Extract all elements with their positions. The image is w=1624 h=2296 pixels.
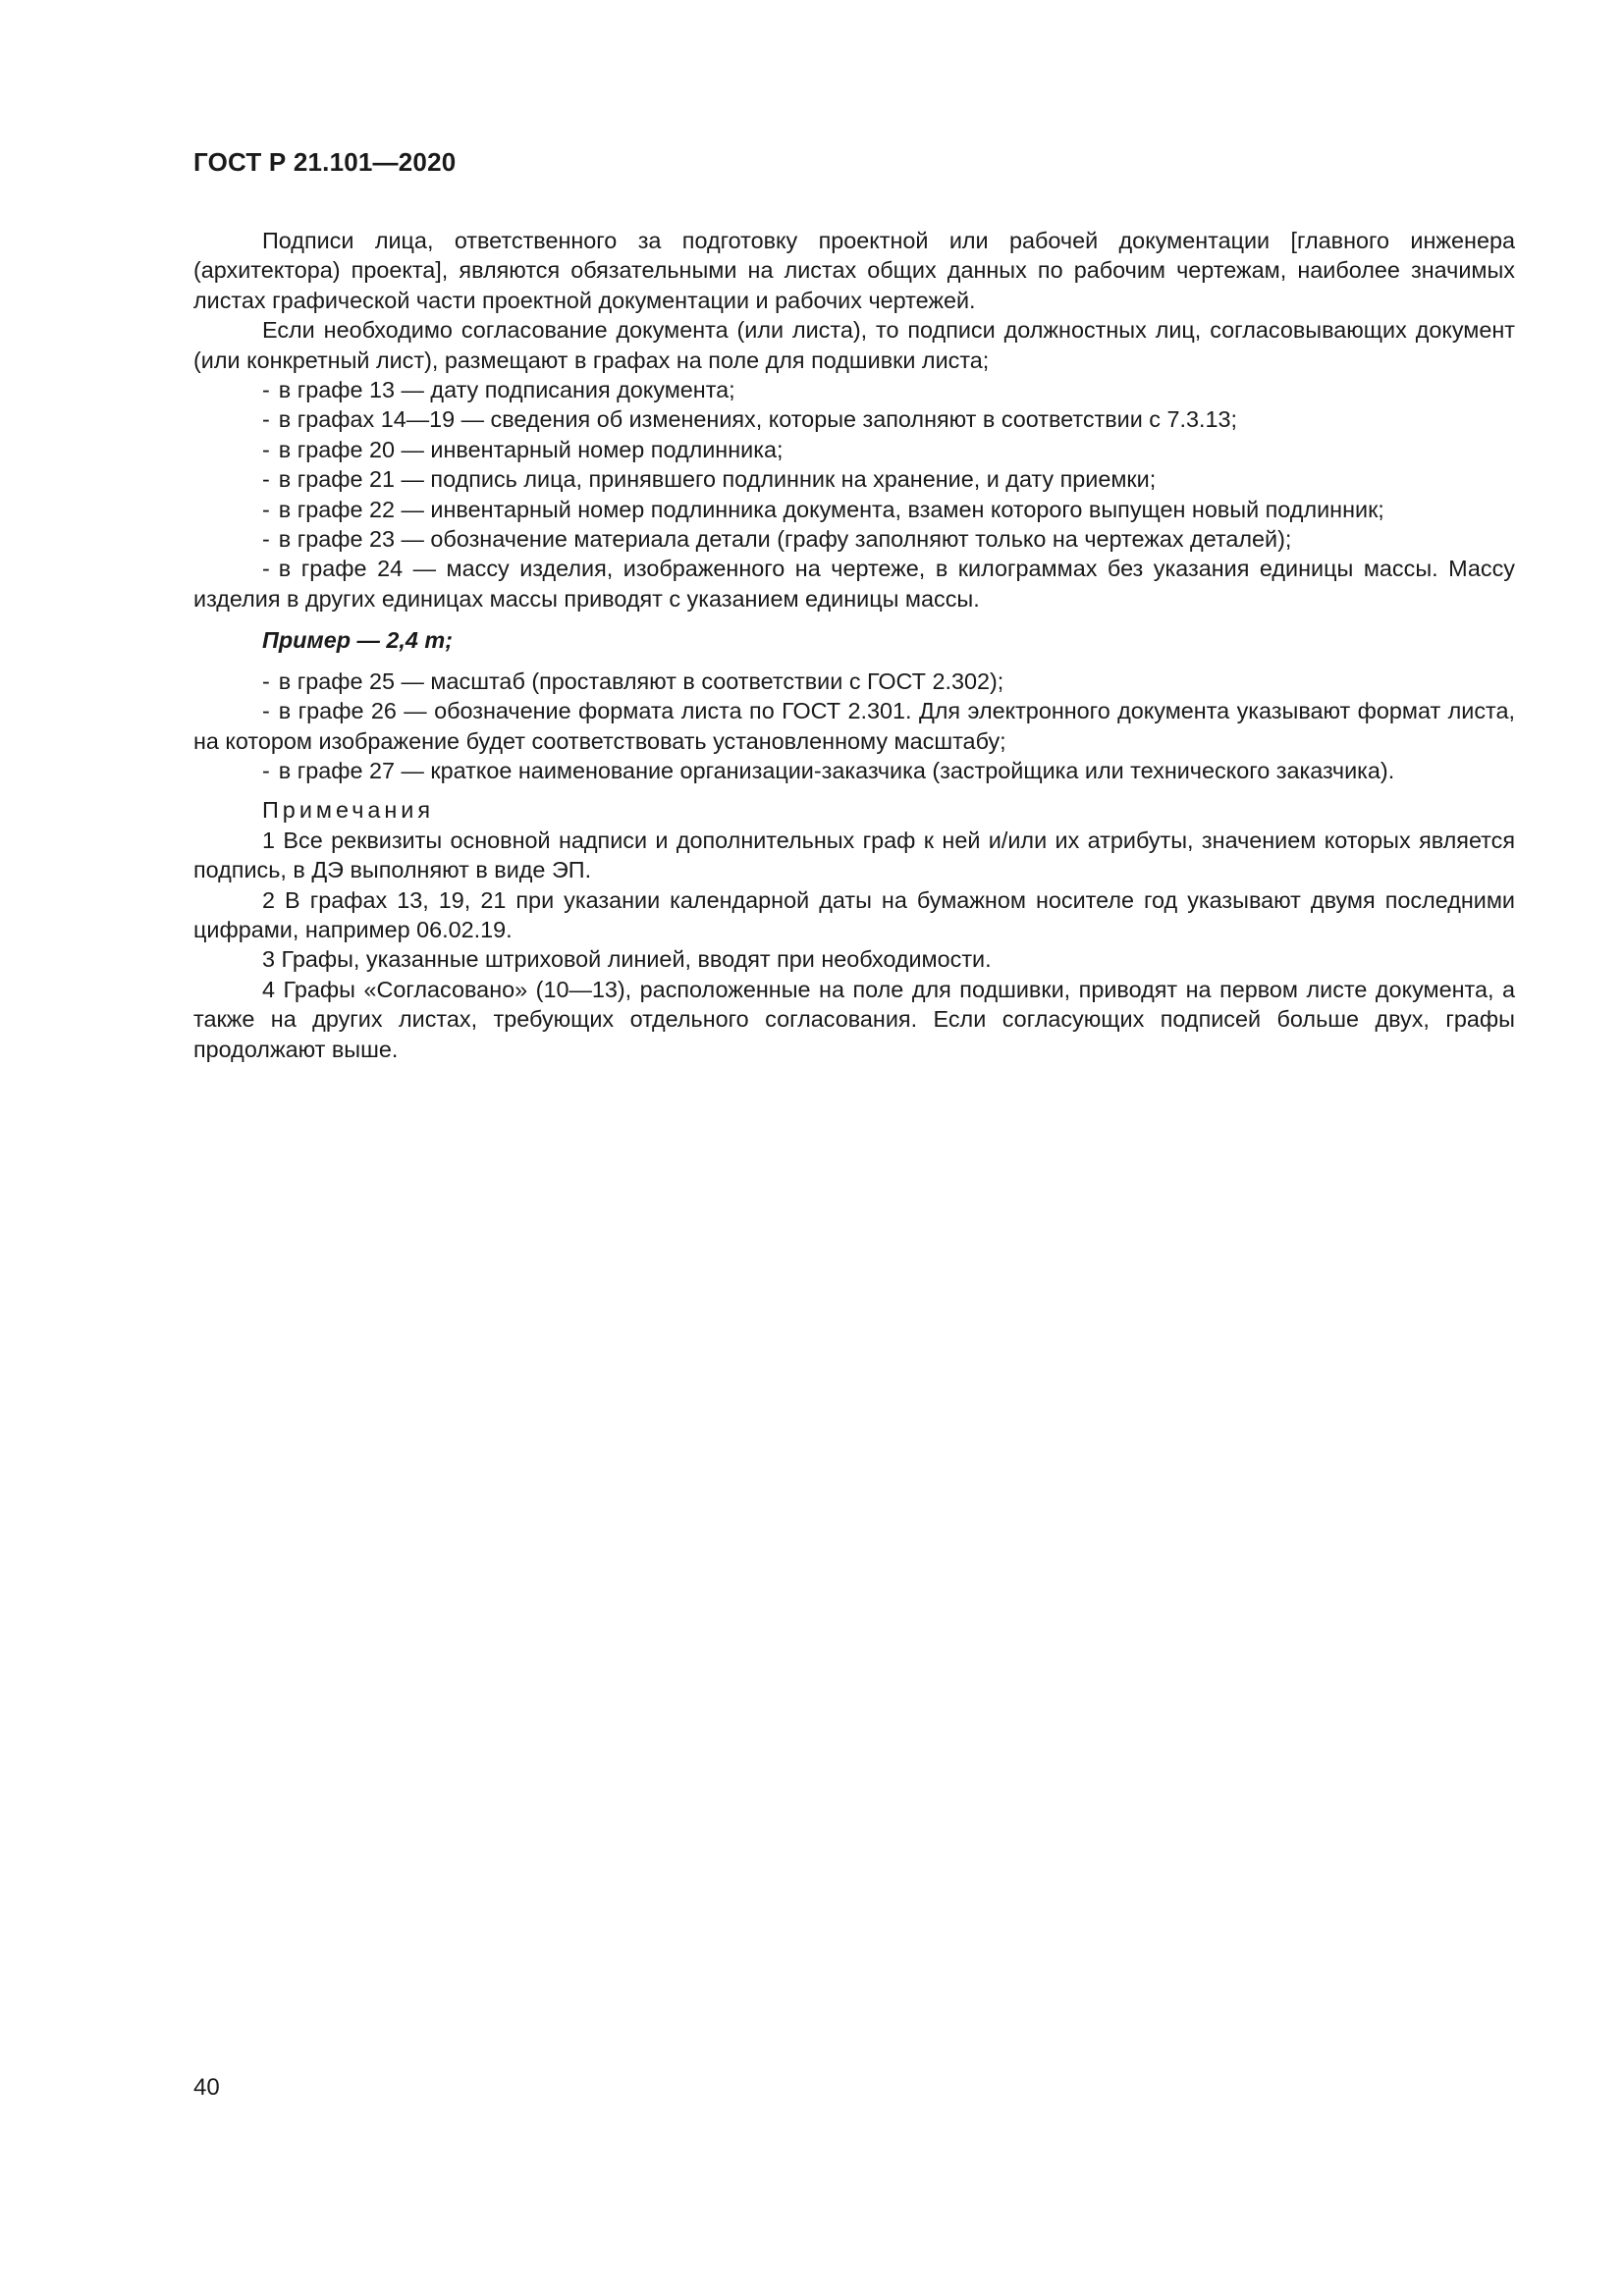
list-item-text: в графе 13 — дату подписания документа; bbox=[278, 377, 735, 403]
paragraph-approval: Если необходимо согласование документа (или листа), то подписи должностных лиц, согласовывающих документ (или конкретный лист), размещают в графах на поле для подшивки листа; bbox=[193, 317, 1515, 373]
notes-heading: Примечания bbox=[262, 797, 435, 824]
note-item: 4 Графы «Согласовано» (10—13), расположенные на поле для подшивки, приводят на первом листе документа, а также на других листах, требующих отдельного согласования. Если согласующих подписей больше двух, графы продолжают выше. bbox=[193, 976, 1515, 1062]
list-item-text: в графе 24 — массу изделия, изображенного на чертеже, в килограммах без указания единицы массы. Массу изделия в других единицах массы приводят с указанием единицы массы. bbox=[193, 556, 1515, 612]
example-text: Пример — 2,4 т; bbox=[262, 627, 453, 654]
list-item bbox=[193, 554, 1515, 614]
list-dash: - bbox=[262, 436, 270, 462]
list-item bbox=[193, 375, 1515, 404]
list-dash: - bbox=[262, 667, 270, 694]
note-item: 2 В графах 13, 19, 21 при указании календарной даты на бумажном носителе год указывают двумя последними цифрами, например 06.02.19. bbox=[193, 886, 1515, 942]
list-dash: - bbox=[262, 698, 270, 724]
list-dash: - bbox=[262, 757, 270, 783]
list-dash: - bbox=[262, 377, 270, 403]
list-item-text: в графах 14—19 — сведения об изменениях, которые заполняют в соответствии с 7.3.13; bbox=[278, 406, 1238, 433]
list-item bbox=[193, 524, 1515, 554]
list-dash: - bbox=[262, 496, 270, 522]
list-item-text: в графе 22 — инвентарный номер подлинника документа, взамен которого выпущен новый подлинник; bbox=[278, 496, 1384, 522]
list-item-text: в графе 23 — обозначение материала детали (графу заполняют только на чертежах деталей); bbox=[278, 526, 1292, 553]
list-item bbox=[193, 464, 1515, 494]
list-dash: - bbox=[262, 556, 270, 582]
list-item bbox=[193, 667, 1515, 696]
list-item bbox=[193, 435, 1515, 464]
list-item bbox=[193, 696, 1515, 756]
document-body bbox=[193, 226, 1515, 1064]
page-number: 40 bbox=[193, 2074, 220, 2101]
list-item-text: в графе 21 — подпись лица, принявшего подлинник на хранение, и дату приемки; bbox=[278, 466, 1157, 493]
list-item bbox=[193, 756, 1515, 785]
list-item bbox=[193, 495, 1515, 524]
list-dash: - bbox=[262, 526, 270, 553]
list-item-text: в графе 20 — инвентарный номер подлинника; bbox=[278, 436, 784, 462]
note-item: 3 Графы, указанные штриховой линией, вводят при необходимости. bbox=[262, 946, 992, 973]
list-dash: - bbox=[262, 466, 270, 493]
list-dash: - bbox=[262, 406, 270, 433]
list-item-text: в графе 27 — краткое наименование организации-заказчика (застройщика или технического заказчика). bbox=[278, 757, 1395, 783]
document-code-header: ГОСТ Р 21.101—2020 bbox=[193, 147, 457, 177]
list-item bbox=[193, 404, 1515, 434]
list-item-text: в графе 25 — масштаб (проставляют в соответствии с ГОСТ 2.302); bbox=[278, 667, 1004, 694]
note-item: 1 Все реквизиты основной надписи и дополнительных граф к ней и/или их атрибуты, значением которых является подпись, в ДЭ выполняют в виде ЭП. bbox=[193, 827, 1515, 883]
list-item-text: в графе 26 — обозначение формата листа по ГОСТ 2.301. Для электронного документа указывают формат листа, на котором изображение будет соответствовать установленному масштабу; bbox=[193, 698, 1515, 754]
paragraph-signatures: Подписи лица, ответственного за подготовку проектной или рабочей документации [главного инженера (архитектора) проекта], являются обязательными на листах общих данных по рабочим чертежам, наиболее значимых листах графической части проектной документации и рабочих чертежей. bbox=[193, 228, 1515, 313]
